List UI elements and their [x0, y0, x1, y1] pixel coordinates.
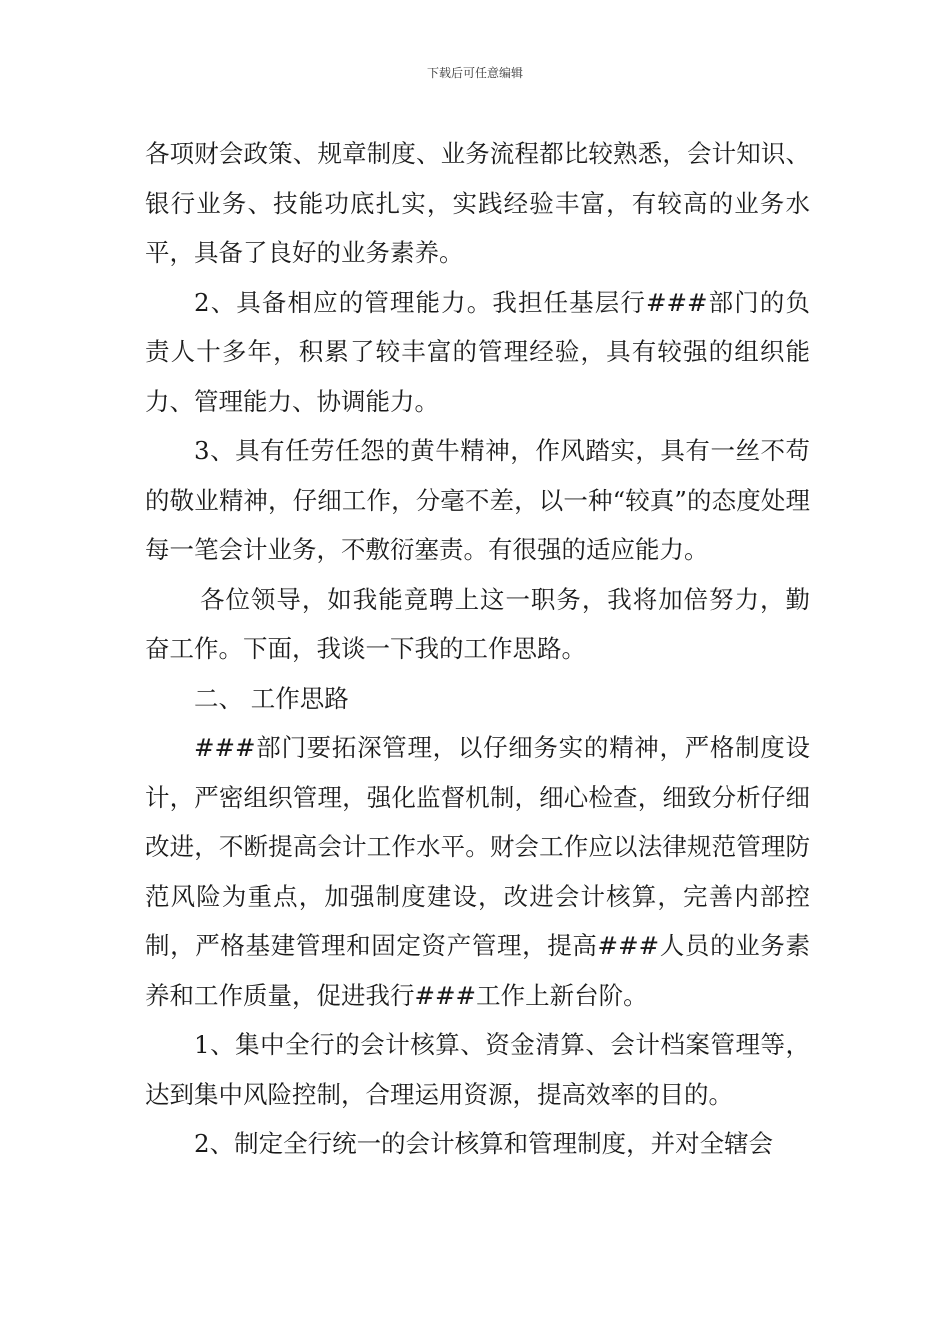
- paragraph-management-ability: 2、具备相应的管理能力。我担任基层行###部门的负责人十多年，积累了较丰富的管理经验，具有较强的组织能力、管理能力、协调能力。: [145, 287, 810, 416]
- paragraph-department-plan: ###部门要拓深管理，以仔细务实的精神，严格制度设计，严密组织管理，强化监督机制，细心检查，细致分析仔细改进，不断提高会计工作水平。财会工作应以法律规范管理防范风险为重点，加强制度建设，改进会计核算，完善内部控制，严格基建管理和固定资产管理，提高###人员的业务素养和工作质量，促进我行###工作上新台阶。: [145, 733, 810, 1010]
- section-heading-work-ideas: 二、 工作思路: [194, 683, 349, 713]
- document-body: [145, 129, 810, 1169]
- page-header: 下载后可任意编辑: [426, 66, 523, 80]
- paragraph-continuation: 各项财会政策、规章制度、业务流程都比较熟悉，会计知识、银行业务、技能功底扎实，实践经验丰富，有较高的业务水平，具备了良好的业务素养。: [145, 139, 810, 267]
- paragraph-commitment: 各位领导，如我能竟聘上这一职务，我将加倍努力，勤奋工作。下面，我谈一下我的工作思路。: [145, 584, 810, 663]
- paragraph-item-2: 2、制定全行统一的会计核算和管理制度，并对全辖会: [194, 1129, 774, 1158]
- paragraph-item-1: 1、集中全行的会计核算、资金清算、会计档案管理等，达到集中风险控制，合理运用资源，提高效率的目的。: [145, 1030, 810, 1109]
- paragraph-work-spirit: 3、具有任劳任怨的黄牛精神，作风踏实，具有一丝不苟的敬业精神，仔细工作，分毫不差，以一种“较真”的态度处理每一笔会计业务，不敷衍塞责。有很强的适应能力。: [145, 436, 810, 564]
